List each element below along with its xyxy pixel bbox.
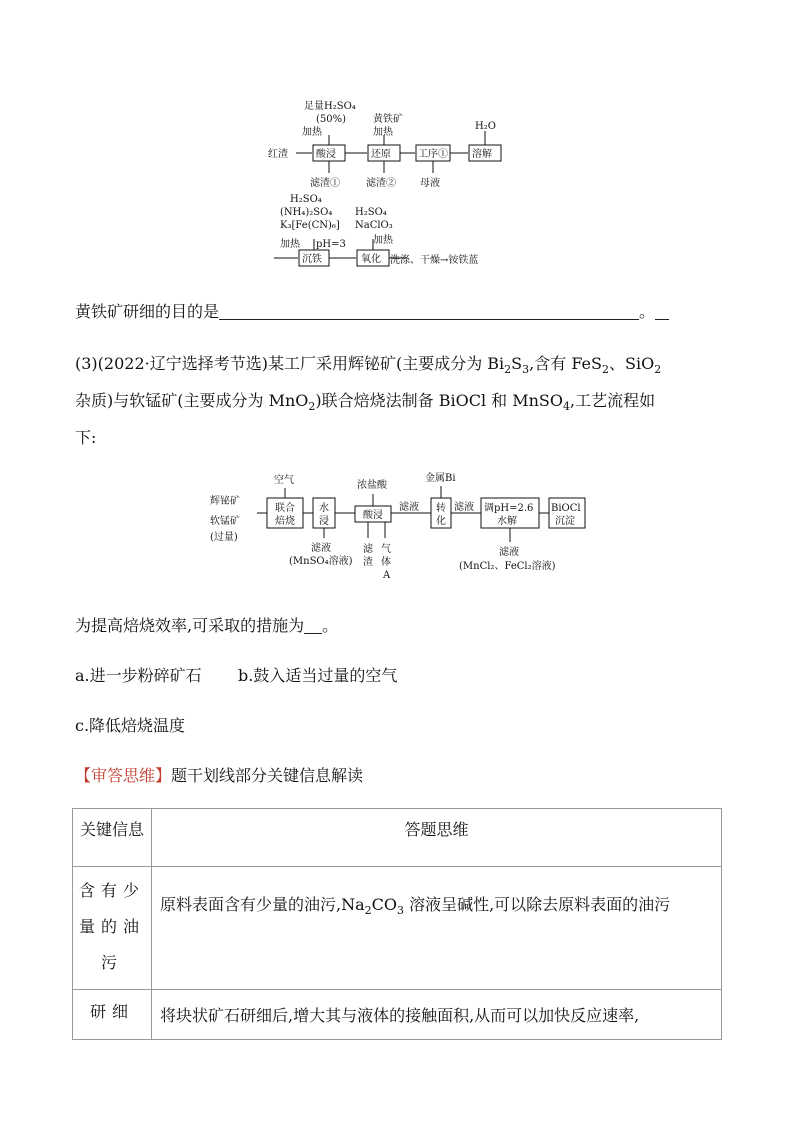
reagent-hcl: 浓盐酸	[357, 480, 387, 491]
input-bismuthinite: 辉铋矿	[210, 496, 240, 507]
reagent-ox-1: H₂SO₄	[355, 207, 387, 218]
q3-sub-4: 2	[654, 363, 662, 377]
reagent-iron-4: 加热	[280, 239, 300, 250]
reagent-ox-2: NaClO₃	[355, 220, 393, 231]
q3-text-c: ,含有 FeS	[529, 354, 602, 373]
row1-key: 含有少量的油污	[73, 867, 152, 990]
thinking-tag: 【审答思维】	[75, 766, 172, 785]
final-product: 洗涤、干燥→铵铁蓝	[390, 255, 479, 266]
q3-text-f: )联合焙烧法制备 BiOCl 和 MnSO	[315, 391, 564, 410]
question-roast	[75, 612, 338, 640]
flowchart-iron-blue	[260, 95, 550, 275]
box-water-1: 水	[319, 503, 329, 514]
filtrate1-note: (MnSO₄溶液)	[289, 556, 353, 567]
table-row	[73, 867, 722, 990]
filtrate2-note: (MnCl₂、FeCl₂溶液)	[459, 561, 556, 572]
filtrate-b: 滤液	[454, 502, 474, 513]
thinking-title: 题干划线部分关键信息解读	[171, 766, 364, 785]
box-hydrolysis-1: 调pH=2.6	[484, 503, 534, 514]
flowchart-bioc	[205, 466, 600, 586]
box-oxidize: 氧化	[361, 254, 381, 265]
option-b: b.鼓入适当过量的空气	[238, 666, 398, 685]
row2-answer: 将块状矿石研细后,增大其与液体的接触面积,从而可以加快反应速率,	[152, 990, 722, 1040]
residue-2: 渣	[363, 557, 373, 568]
filtrate1-label: 滤液	[311, 543, 331, 554]
question-3-line3: 下:	[75, 428, 97, 447]
filtrate-a: 滤液	[399, 502, 419, 513]
reagent-iron-1: H₂SO₄	[290, 194, 322, 205]
output-residue-1: 滤渣①	[310, 178, 340, 189]
reagent-iron-3: K₃[Fe(CN)₆]	[280, 220, 340, 231]
reagent-acid-3: 加热	[302, 127, 322, 138]
table-header-row	[73, 809, 722, 867]
box-convert-2: 化	[436, 516, 446, 527]
filtrate2-label: 滤液	[499, 547, 519, 558]
reagent-air: 空气	[274, 475, 294, 486]
answer-blank-tail	[655, 301, 669, 320]
reagent-ox-3: 加热	[373, 235, 393, 246]
box-hydrolysis-2: 水解	[497, 516, 517, 527]
box-dissolve: 溶解	[472, 149, 492, 160]
box-bioc-2: 沉淀	[555, 516, 575, 527]
output-residue-2: 滤渣②	[366, 178, 396, 189]
answer-blank-pyrite[interactable]	[219, 301, 639, 320]
key-info-table	[72, 808, 722, 1040]
q3-sub-2: 3	[522, 363, 530, 377]
box-convert-1: 转	[436, 503, 446, 514]
gas-1: 气	[381, 544, 391, 555]
output-mother-liquor: 母液	[420, 178, 440, 189]
reagent-acid-1: 足量H₂SO₄	[304, 101, 356, 112]
residue-1: 滤	[363, 544, 373, 555]
box-process: 工序①	[418, 149, 448, 160]
box-reduce: 还原	[371, 149, 391, 160]
q3-text-a: (3)(2022·辽宁选择考节选)某工厂采用辉铋矿(主要成分为 Bi	[75, 354, 505, 373]
reagent-iron-2: (NH₄)₂SO₄	[280, 207, 333, 218]
q3-text-e: 杂质)与软锰矿(主要成分为 MnO	[75, 391, 309, 410]
question-3-line1	[75, 350, 661, 384]
row2-key: 研细	[73, 990, 152, 1040]
reagent-pyrite-1: 黄铁矿	[373, 114, 403, 125]
q3-sub-3: 2	[601, 363, 609, 377]
box-precipitate-iron: 沉铁	[302, 254, 322, 265]
option-c: c.降低焙烧温度	[75, 716, 186, 735]
q3-sub-6: 4	[563, 400, 571, 414]
row1-answer	[152, 867, 722, 990]
header-key-info: 关键信息	[73, 809, 152, 867]
question-pyrite-end: 。	[639, 302, 656, 321]
gas-2: 体	[381, 557, 391, 568]
answer-blank-roast[interactable]	[304, 615, 322, 634]
row1-text-a: 原料表面含有少量的油污,Na	[160, 895, 365, 914]
question-pyrite	[75, 298, 669, 326]
reagent-bi: 金属Bi	[425, 473, 456, 484]
input-excess: (过量)	[210, 532, 238, 543]
header-answer-thinking: 答题思维	[152, 809, 722, 867]
reagent-pyrite-2: 加热	[373, 127, 393, 138]
reagent-iron-5: pH=3	[316, 239, 346, 250]
row1-sub-2: 3	[397, 904, 404, 918]
reagent-water: H₂O	[475, 121, 496, 132]
reagent-acid-2: (50%)	[316, 114, 347, 125]
box-roast-2: 焙烧	[275, 516, 295, 527]
input-pyrolusite: 软锰矿	[210, 516, 240, 527]
row1-text-c: 溶液呈碱性,可以除去原料表面的油污	[404, 895, 671, 914]
q3-text-d: 、SiO	[608, 354, 655, 373]
q3-text-g: ,工艺流程如	[570, 391, 656, 410]
table-row	[73, 990, 722, 1040]
row1-sub-1: 2	[364, 904, 372, 918]
box-water-2: 浸	[319, 516, 329, 527]
option-a: a.进一步粉碎矿石	[75, 666, 202, 685]
row1-text-b: CO	[371, 895, 397, 914]
input-red-slag: 红渣	[268, 149, 288, 160]
box-acid-leach: 酸浸	[316, 149, 336, 160]
gas-3: A	[383, 570, 391, 581]
question-roast-end: 。	[322, 616, 339, 635]
q3-text-b: S	[511, 354, 523, 373]
box-roast-1: 联合	[275, 503, 295, 514]
q3-sub-5: 2	[308, 400, 316, 414]
question-roast-text: 为提高焙烧效率,可采取的措施为	[75, 616, 305, 635]
question-pyrite-text: 黄铁矿研细的目的是	[75, 302, 220, 321]
question-3-line2	[75, 387, 655, 421]
q3-sub-1: 2	[504, 363, 512, 377]
box-acid-leach-2: 酸浸	[363, 510, 383, 521]
box-bioc-1: BiOCl	[551, 503, 581, 514]
thinking-heading	[75, 762, 363, 790]
